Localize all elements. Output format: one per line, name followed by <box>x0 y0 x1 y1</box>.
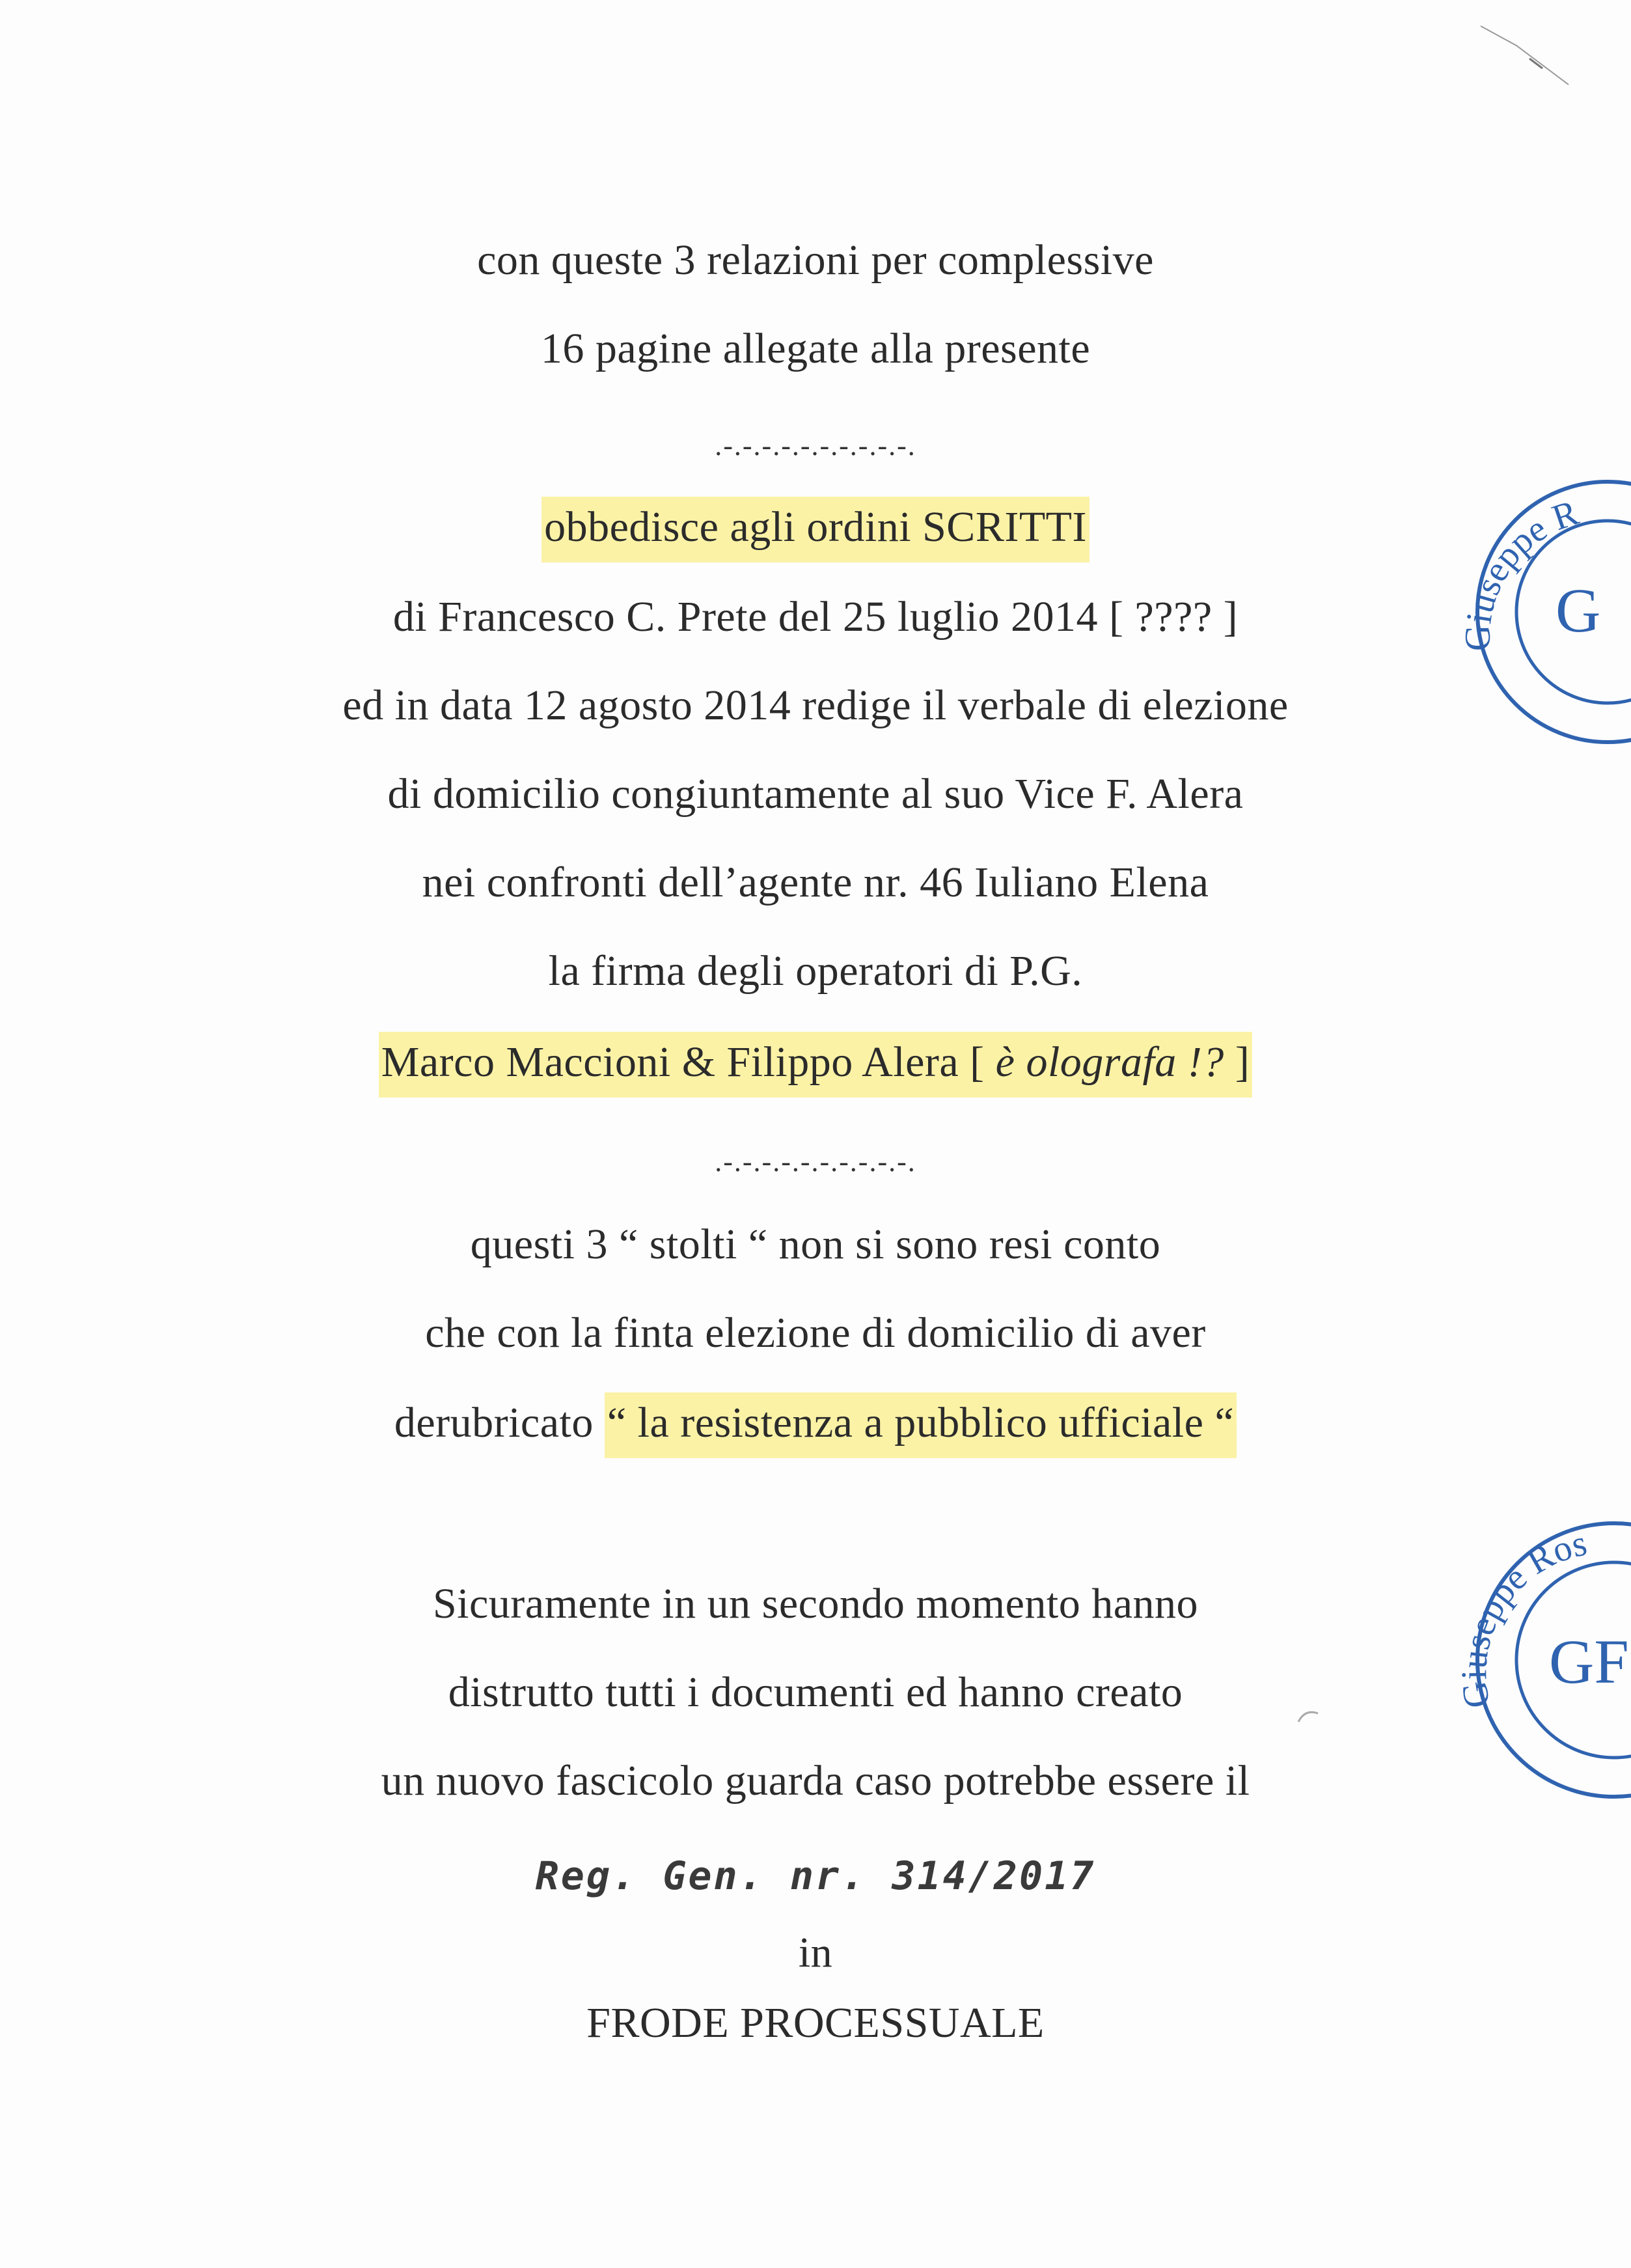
text-line-9 <box>0 1036 1631 1088</box>
stamp-top-letter: G <box>1556 575 1601 645</box>
handwritten-reg-gen: Reg. Gen. nr. 314/2017 <box>535 1853 1096 1899</box>
highlight-signatures <box>379 1032 1253 1098</box>
text-line-7: nei confronti dell’agente nr. 46 Iuliano Elena <box>422 859 1209 906</box>
text-line-10: questi 3 “ stolti “ non si sono resi conto <box>470 1221 1161 1268</box>
stamp-bottom-text: Giuseppe Ros <box>1454 1523 1591 1711</box>
text-line-8: la firma degli operatori di P.G. <box>548 947 1083 995</box>
separator-1: .-.-.-.-.-.-.-.-.-.-. <box>715 430 916 462</box>
text-line-13: Sicuramente in un secondo momento hanno <box>432 1580 1199 1627</box>
text-line-11: che con la finta elezione di domicilio di aver <box>425 1309 1206 1357</box>
highlight-ordini-scritti: obbedisce agli ordini SCRITTI <box>541 497 1090 562</box>
text-line-12 <box>0 1397 1631 1449</box>
stamp-bottom-letter: GF <box>1549 1627 1629 1696</box>
text-line-2: 16 pagine allegate alla presente <box>540 325 1091 372</box>
stamp-top <box>1451 456 1631 768</box>
scan-mark-top-right <box>1477 20 1575 91</box>
text-line-15: un nuovo fascicolo guarda caso potrebbe essere il <box>381 1757 1250 1805</box>
signatures-names: Marco Maccioni & Filippo Alera [ <box>381 1038 996 1086</box>
stamp-bottom <box>1451 1497 1631 1810</box>
stamp-top-text: Giuseppe R <box>1457 492 1583 652</box>
text-line-1: con queste 3 relazioni per complessive <box>477 236 1154 284</box>
text-line-17: in <box>798 1929 833 1976</box>
scan-mark-small <box>1295 1706 1321 1732</box>
text-line-18: FRODE PROCESSUALE <box>586 1999 1045 2047</box>
derubricato-text: derubricato <box>394 1399 605 1446</box>
text-line-3 <box>0 501 1631 553</box>
text-line-4: di Francesco C. Prete del 25 luglio 2014 [ ???? ] <box>392 593 1239 641</box>
text-line-14: distrutto tutti i documenti ed hanno creato <box>448 1668 1183 1716</box>
separator-2: .-.-.-.-.-.-.-.-.-.-. <box>715 1146 916 1178</box>
text-line-6: di domicilio congiuntamente al suo Vice F. Alera <box>387 770 1244 818</box>
olografa-note: è olografa !? <box>995 1038 1224 1086</box>
highlight-resistenza: “ la resistenza a pubblico ufficiale “ <box>605 1392 1237 1458</box>
bracket-close: ] <box>1224 1038 1250 1086</box>
text-line-5: ed in data 12 agosto 2014 redige il verbale di elezione <box>342 682 1289 729</box>
